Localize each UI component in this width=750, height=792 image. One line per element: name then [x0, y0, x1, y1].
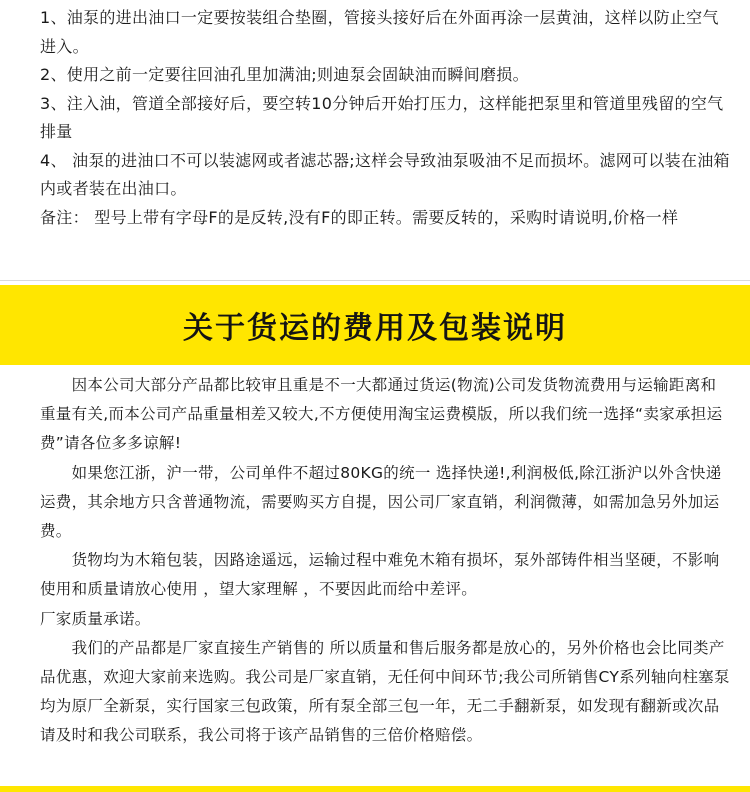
- bottom-accent-bar: [0, 786, 750, 792]
- usage-notes: [40, 4, 730, 232]
- shipping-paragraph-quality-promise: 我们的产品都是厂家直接生产销售的 所以质量和售后服务都是放心的，另外价格也会比同类产品优惠，欢迎大家前来选购。我公司是厂家直销，无任何中间环节;我公司所销售CY系列轴向柱塞泵均为原厂全新泵，实行国家三包政策，所有泵全部三包一年，无二手翻新泵，如发现有翻新或次品请及时和我公司联系，我公司将于该产品销售的三倍价格赔偿。: [40, 638, 730, 745]
- shipping-paragraph-freight: 因本公司大部分产品都比较审且重是不一大都通过货运(物流)公司发货物流费用与运输距离和重量有关,而本公司产品重量相差又较大,不方便使用淘宝运费模版，所以我们统一选择“卖家承担运费”请各位多多谅解!: [40, 376, 723, 453]
- note-remark: 备注： 型号上带有字母F的是反转,没有F的即正转。需要反转的，采购时请说明,价格一样: [40, 207, 679, 227]
- note-1: 1、油泵的进出油口一定要按装组合垫圈，管接头接好后在外面再涂一层黄油，这样以防止空气进入。: [40, 8, 719, 56]
- shipping-banner: [0, 285, 750, 365]
- note-3: 3、注入油，管道全部接好后，要空转10分钟后开始打压力，这样能把泵里和管道里残留的空气排量: [40, 93, 724, 141]
- shipping-paragraph-packaging: 货物均为木箱包装，因路途遥远，运输过程中难免木箱有损坏，泵外部铸件相当坚硬，不影响使用和质量请放心使用 ，望大家理解 ，不要因此而给中差评。: [40, 551, 720, 599]
- shipping-paragraph-quality-heading: 厂家质量承诺。: [40, 609, 151, 628]
- shipping-description: [40, 371, 730, 751]
- shipping-paragraph-express: 如果您江浙，沪一带，公司单件不超过80KG的统一 选择快递!,利润极低,除江浙沪以外含快递运费，其余地方只含普通物流，需要购买方自提，因公司厂家直销，利润微薄，如需加急另外加运费。: [40, 463, 722, 541]
- note-2: 2、使用之前一定要往回油孔里加满油;则迪泵会固缺油而瞬间磨损。: [40, 65, 529, 84]
- shipping-banner-title: 关于货运的费用及包装说明: [183, 311, 567, 346]
- note-4: 4、 油泵的进油口不可以装滤网或者滤芯器;这样会导致油泵吸油不足而损坏。滤网可以装在油箱内或者装在出油口。: [40, 150, 730, 198]
- section-divider: [0, 280, 750, 281]
